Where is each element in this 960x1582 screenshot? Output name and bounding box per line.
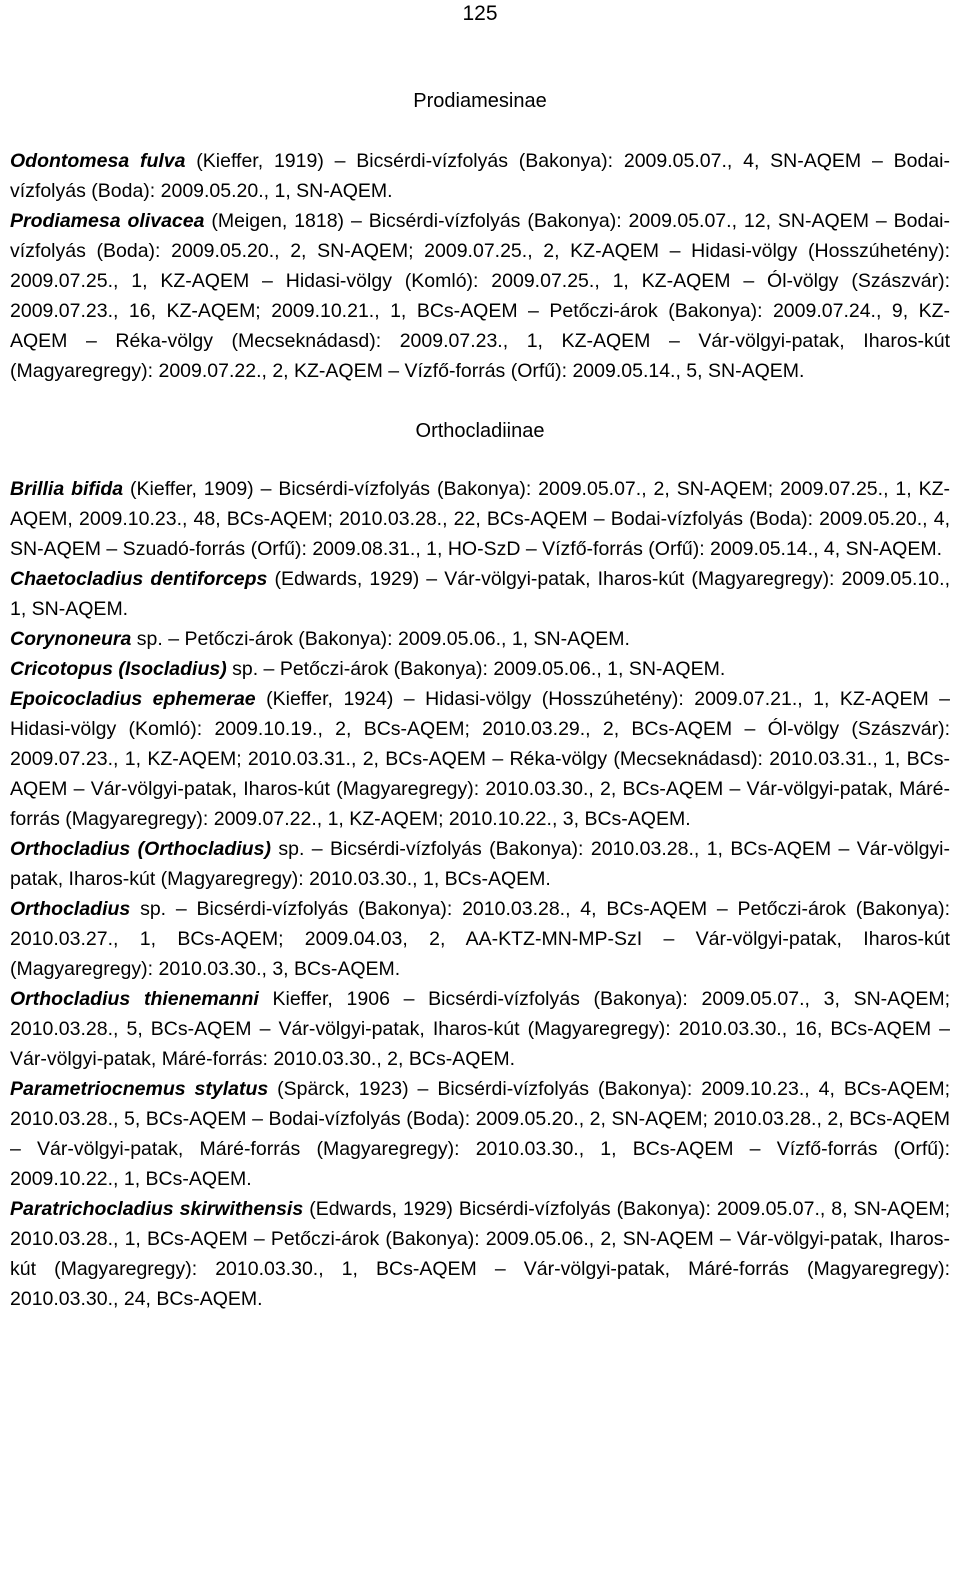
species-entry	[10, 1074, 950, 1194]
taxon-name: Paratrichocladius skirwithensis	[10, 1198, 304, 1220]
taxon-name: Epoicocladius ephemerae	[10, 688, 256, 710]
species-entry	[10, 654, 950, 684]
species-entry	[10, 984, 950, 1074]
taxon-name: Brillia bifida	[10, 478, 124, 500]
taxon-name: Chaetocladius dentiforceps	[10, 568, 268, 590]
taxon-name: Cricotopus (Isocladius)	[10, 658, 227, 680]
species-entry	[10, 146, 950, 206]
species-entry	[10, 894, 950, 984]
record-text: sp. – Bicsérdi-vízfolyás (Bakonya): 2010.03.28., 4, BCs-AQEM – Petőczi-árok (Bakonya): 2010.03.27., 1, BCs-AQEM; 2009.04.03, 2, AA-KTZ-MN-MP-SzI – Vár-völgyi-patak, Iharos-kút (Magyaregregy): 2010.03.30., 3, BCs-AQEM.	[10, 898, 950, 980]
species-entry	[10, 834, 950, 894]
taxon-name: Odontomesa fulva	[10, 150, 186, 172]
taxon-name: Corynoneura	[10, 628, 132, 650]
record-text: (Kieffer, 1909) – Bicsérdi-vízfolyás (Bakonya): 2009.05.07., 2, SN-AQEM; 2009.07.25., 1, KZ-AQEM, 2009.10.23., 48, BCs-AQEM; 2010.03.28., 22, BCs-AQEM – Bodai-vízfolyás (Boda): 2009.05.20., 4, SN-AQEM – Szuadó-forrás (Orfű): 2009.08.31., 1, HO-SzD – Vízfő-forrás (Orfű): 2009.05.14., 4, SN-AQEM.	[10, 478, 950, 560]
record-text: sp. – Petőczi-árok (Bakonya): 2009.05.06., 1, SN-AQEM.	[131, 628, 630, 650]
taxon-name: Orthocladius	[10, 898, 131, 920]
record-text: (Kieffer, 1919) – Bicsérdi-vízfolyás (Bakonya): 2009.05.07., 4, SN-AQEM – Bodai-vízfolyás (Boda): 2009.05.20., 1, SN-AQEM.	[10, 150, 950, 202]
taxon-name: Prodiamesa olivacea	[10, 210, 205, 232]
species-entry	[10, 474, 950, 564]
record-text: (Edwards, 1929) Bicsérdi-vízfolyás (Bakonya): 2009.05.07., 8, SN-AQEM; 2010.03.28., 1, BCs-AQEM – Petőczi-árok (Bakonya): 2009.05.06., 2, SN-AQEM – Vár-völgyi-patak, Iharos-kút (Magyaregregy): 2010.03.30., 1, BCs-AQEM – Vár-völgyi-patak, Máré-forrás (Magyaregregy): 2010.03.30., 24, BCs-AQEM.	[10, 1198, 950, 1310]
taxon-name: Parametriocnemus stylatus	[10, 1078, 269, 1100]
record-text: sp. – Petőczi-árok (Bakonya): 2009.05.06., 1, SN-AQEM.	[226, 658, 726, 680]
taxon-name: Orthocladius thienemanni	[10, 988, 259, 1010]
species-entry	[10, 564, 950, 624]
species-entry	[10, 624, 950, 654]
record-text: (Kieffer, 1924) – Hidasi-völgy (Hosszúhetény): 2009.07.21., 1, KZ-AQEM – Hidasi-völgy (Komló): 2009.10.19., 2, BCs-AQEM; 2010.03.29., 2, BCs-AQEM – Ól-völgy (Szászvár): 2009.07.23., 1, KZ-AQEM; 2010.03.31., 2, BCs-AQEM – Réka-völgy (Mecseknádasd): 2010.03.31., 1, BCs-AQEM – Vár-völgyi-patak, Iharos-kút (Magyaregregy): 2010.03.30., 2, BCs-AQEM – Vár-völgyi-patak, Máré-forrás (Magyaregregy): 2009.07.22., 1, KZ-AQEM; 2010.10.22., 3, BCs-AQEM.	[10, 688, 951, 830]
page-number: 125	[462, 2, 498, 25]
record-text: (Edwards, 1929) – Vár-völgyi-patak, Iharos-kút (Magyaregregy): 2009.05.10., 1, SN-AQEM.	[10, 568, 950, 620]
species-entry	[10, 684, 950, 834]
species-entry	[10, 1194, 950, 1314]
record-text: Kieffer, 1906 – Bicsérdi-vízfolyás (Bakonya): 2009.05.07., 3, SN-AQEM; 2010.03.28., 5, BCs-AQEM – Vár-völgyi-patak, Iharos-kút (Magyaregregy): 2010.03.30., 16, BCs-AQEM – Vár-völgyi-patak, Máré-forrás: 2010.03.30., 2, BCs-AQEM.	[10, 988, 950, 1070]
record-text: sp. – Bicsérdi-vízfolyás (Bakonya): 2010.03.28., 1, BCs-AQEM – Vár-völgyi-patak, Iharos-kút (Magyaregregy): 2010.03.30., 1, BCs-AQEM.	[10, 838, 950, 890]
species-entry	[10, 206, 950, 386]
taxon-name: Orthocladius (Orthocladius)	[10, 838, 271, 860]
record-text: (Spärck, 1923) – Bicsérdi-vízfolyás (Bakonya): 2009.10.23., 4, BCs-AQEM; 2010.03.28., 5, BCs-AQEM – Bodai-vízfolyás (Boda): 2009.05.20., 2, SN-AQEM; 2010.03.28., 2, BCs-AQEM – Vár-völgyi-patak, Máré-forrás (Magyaregregy): 2010.03.30., 1, BCs-AQEM – Vízfő-forrás (Orfű): 2009.10.22., 1, BCs-AQEM.	[10, 1078, 950, 1190]
record-text: (Meigen, 1818) – Bicsérdi-vízfolyás (Bakonya): 2009.05.07., 12, SN-AQEM – Bodai-vízfolyás (Boda): 2009.05.20., 2, SN-AQEM; 2009.07.25., 2, KZ-AQEM – Hidasi-völgy (Hosszúhetény): 2009.07.25., 1, KZ-AQEM – Hidasi-völgy (Komló): 2009.07.25., 1, KZ-AQEM – Ól-völgy (Szászvár): 2009.07.23., 16, KZ-AQEM; 2009.10.21., 1, BCs-AQEM – Petőczi-árok (Bakonya): 2009.07.24., 9, KZ-AQEM – Réka-völgy (Mecseknádasd): 2009.07.23., 1, KZ-AQEM – Vár-völgyi-patak, Iharos-kút (Magyaregregy): 2009.07.22., 2, KZ-AQEM – Vízfő-forrás (Orfű): 2009.05.14., 5, SN-AQEM.	[10, 210, 950, 382]
section-heading-prodiamesinae: Prodiamesinae	[413, 90, 547, 112]
section-heading-orthocladiinae: Orthocladiinae	[415, 420, 545, 442]
document-page	[10, 0, 950, 1314]
